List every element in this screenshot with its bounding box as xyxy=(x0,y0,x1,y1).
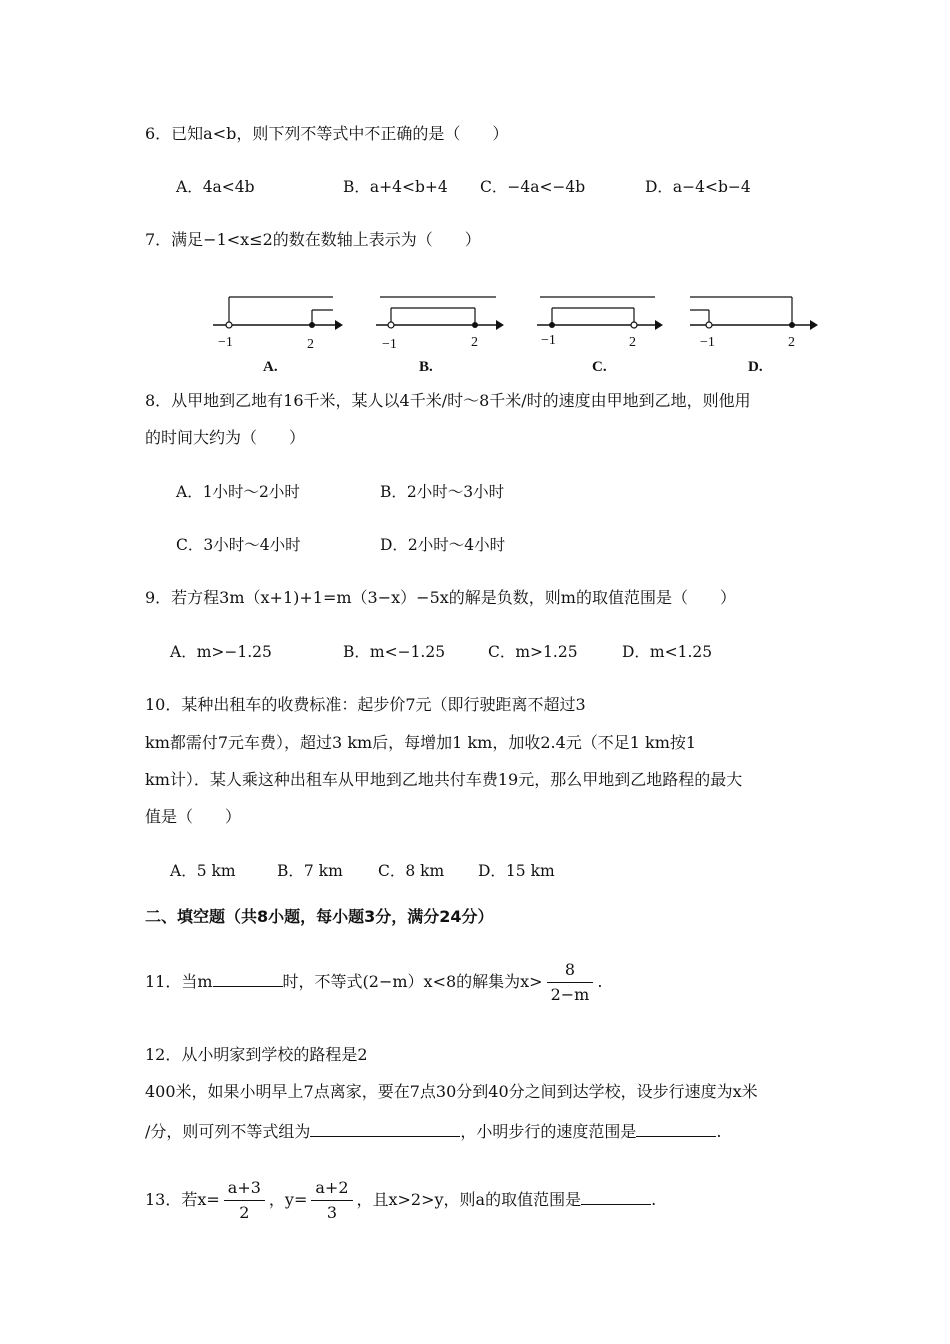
q10-option-a: A．5 km xyxy=(170,862,236,880)
q6-stem: 6．已知a<b，则下列不等式中不正确的是（ ） xyxy=(145,124,509,143)
q10-option-b: B．7 km xyxy=(277,862,343,880)
q13-prefix: 13．若x= xyxy=(145,1190,220,1209)
q8-option-d: D．2小时～4小时 xyxy=(380,536,506,554)
q13-suffix: . xyxy=(651,1190,657,1209)
q8-option-c: C．3小时～4小时 xyxy=(176,536,301,554)
q13-frac2-num: a+2 xyxy=(311,1176,352,1201)
number-line-a xyxy=(213,297,343,352)
q9-option-c: C．m>1.25 xyxy=(488,643,578,661)
q6-option-b: B．a+4<b+4 xyxy=(343,178,448,196)
q13-frac1-num: a+3 xyxy=(224,1176,265,1201)
q10-stem-line1: 10．某种出租车的收费标准：起步价7元（即行驶距离不超过3 xyxy=(145,695,586,714)
section-title: 二、填空题（共8小题，每小题3分，满分24分） xyxy=(145,907,494,926)
q9-option-a: A．m>−1.25 xyxy=(170,643,272,661)
q13-frac1-den: 2 xyxy=(239,1203,250,1222)
q10-option-c: C．8 km xyxy=(378,862,445,880)
number-line-d xyxy=(690,297,818,350)
q11-fraction xyxy=(547,958,594,1007)
q13 xyxy=(145,1176,656,1225)
q7-label-d: D. xyxy=(748,359,763,375)
q11-frac-num: 8 xyxy=(547,958,594,983)
q12-line1: 12．从小明家到学校的路程是2 xyxy=(145,1045,368,1064)
tick-label: 2 xyxy=(788,335,795,350)
q10-stem-line3: km计）．某人乘这种出租车从甲地到乙地共付车费19元，那么甲地到乙地路程的最大 xyxy=(145,770,743,789)
q12-line3-a: /分，则可列不等式组为 xyxy=(145,1122,311,1141)
q9-option-b: B．m<−1.25 xyxy=(343,643,446,661)
q12-blank-2[interactable] xyxy=(636,1120,716,1137)
q12-line2: 400米，如果小明早上7点离家，要在7点30分到40分之间到达学校，设步行速度为x米 xyxy=(145,1082,758,1101)
q12-line3-c: . xyxy=(716,1122,722,1141)
q13-mid1: ，y= xyxy=(268,1190,308,1209)
q8-option-b: B．2小时～3小时 xyxy=(380,483,505,501)
tick-label: −1 xyxy=(541,333,556,348)
q12-line3-b: ，小明步行的速度范围是 xyxy=(460,1122,637,1141)
q10-stem-line2: km都需付7元车费），超过3 km后，每增加1 km，加收2.4元（不足1 km按1 xyxy=(145,733,697,752)
tick-label: −1 xyxy=(382,337,397,352)
q11-suffix: . xyxy=(597,972,603,991)
q6-option-a: A．4a<4b xyxy=(176,178,255,196)
q10-option-d: D．15 km xyxy=(478,862,555,880)
tick-label: 2 xyxy=(471,335,478,350)
q9-option-d: D．m<1.25 xyxy=(622,643,713,661)
q7-stem: 7．满足−1<x≤2的数在数轴上表示为（ ） xyxy=(145,230,481,249)
q10-stem-line4: 值是（ ） xyxy=(145,807,242,826)
q9-stem: 9．若方程3m（x+1)+1=m（3−x）−5x的解是负数，则m的取值范围是（ ） xyxy=(145,588,736,607)
q8-stem-line1: 8．从甲地到乙地有16千米，某人以4千米/时～8千米/时的速度由甲地到乙地，则他用 xyxy=(145,391,751,410)
number-line-c xyxy=(537,297,663,350)
q13-mid2: ，且x>2>y，则a的取值范围是 xyxy=(356,1190,582,1209)
q8-stem-line2: 的时间大约为（ ） xyxy=(145,428,306,447)
q12-line3 xyxy=(145,1120,722,1142)
tick-label: 2 xyxy=(629,335,636,350)
q11 xyxy=(145,958,602,1007)
number-line-b xyxy=(376,297,504,352)
tick-label: 2 xyxy=(307,337,314,352)
q6-option-d: D．a−4<b−4 xyxy=(645,178,751,196)
q13-frac2-den: 3 xyxy=(326,1203,338,1222)
q11-blank[interactable] xyxy=(213,970,283,987)
q7-label-a: A. xyxy=(263,359,278,375)
q7-label-c: C. xyxy=(592,359,607,375)
q13-fraction-2 xyxy=(311,1176,352,1225)
q11-middle: 时，不等式(2−m）x<8的解集为x> xyxy=(282,972,543,991)
q7-label-b: B. xyxy=(419,359,433,375)
tick-label: −1 xyxy=(218,335,233,350)
q7-number-lines xyxy=(0,288,950,368)
q13-blank[interactable] xyxy=(581,1188,651,1205)
q13-fraction-1 xyxy=(224,1176,265,1225)
q12-blank-1[interactable] xyxy=(310,1120,460,1137)
q11-frac-den: 2−m xyxy=(550,985,590,1004)
q6-option-c: C．−4a<−4b xyxy=(480,178,586,196)
q11-prefix: 11．当m xyxy=(145,972,213,991)
q8-option-a: A．1小时～2小时 xyxy=(176,483,300,501)
tick-label: −1 xyxy=(700,335,715,350)
